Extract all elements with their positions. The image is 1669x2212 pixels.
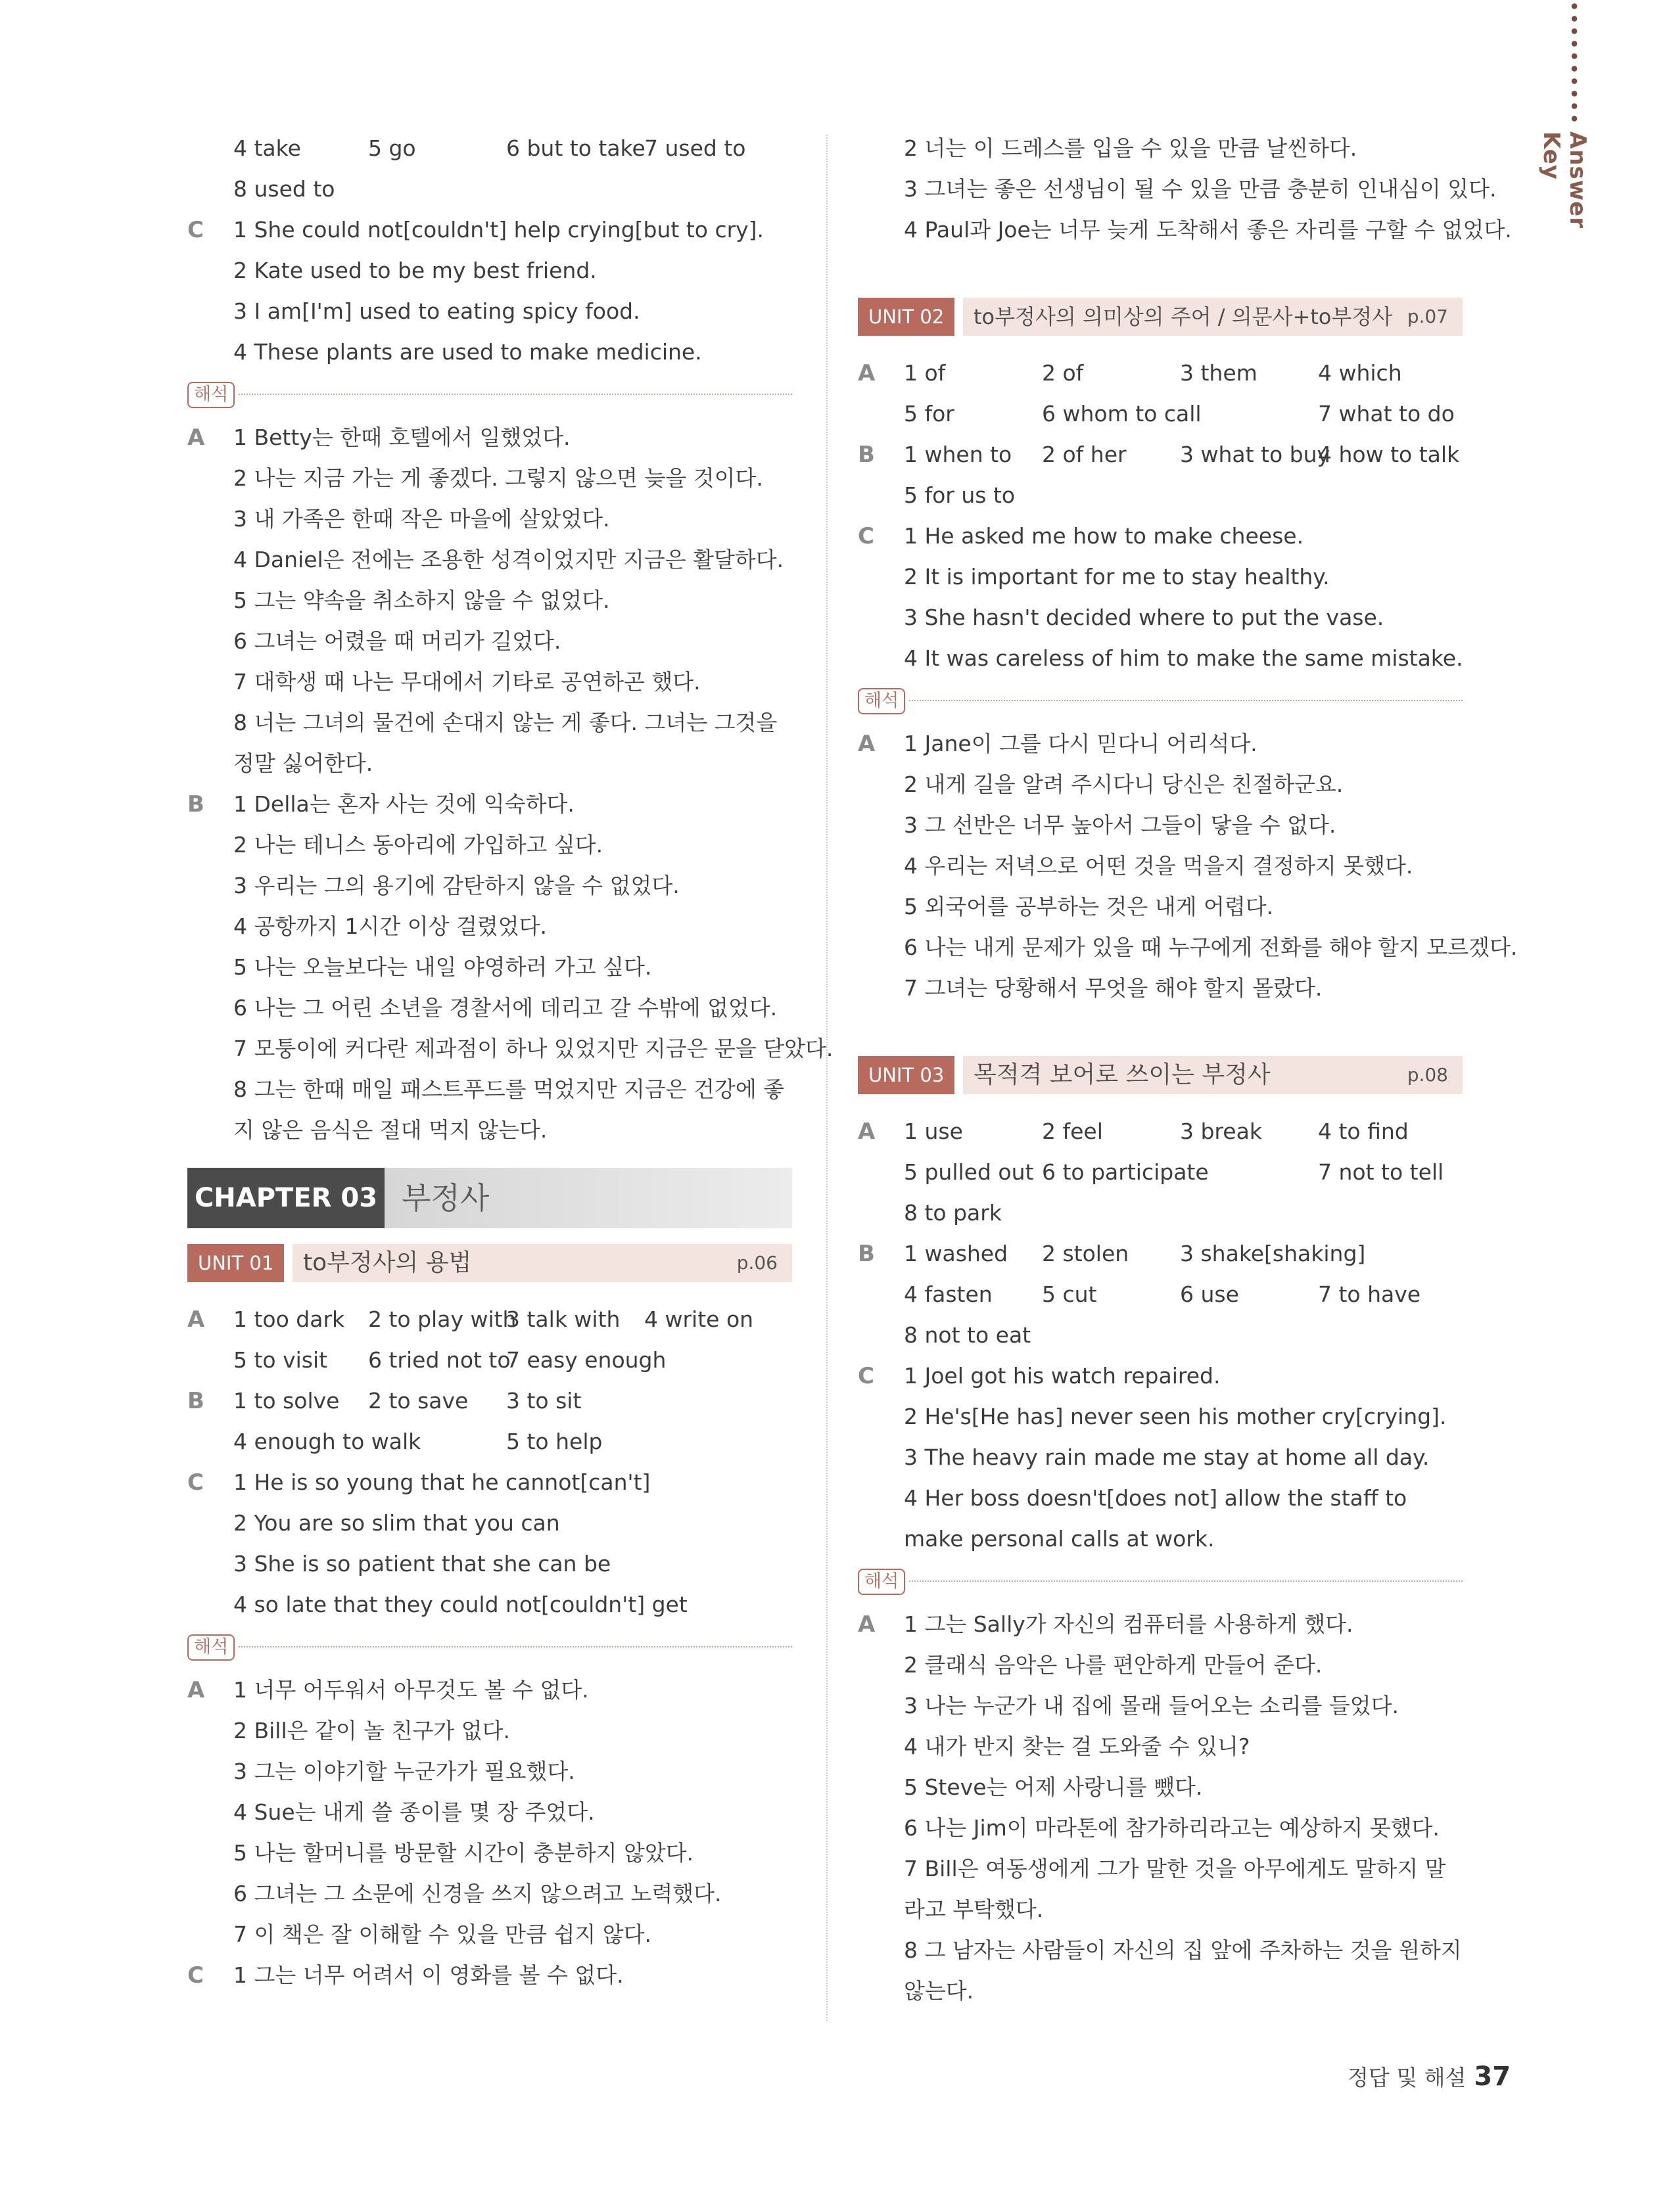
answer: 1 too dark [233,1306,345,1332]
translation: 5 외국어를 공부하는 것은 내게 어렵다. [904,894,1274,919]
section-letter: C [187,1962,204,1989]
answer: 1 He is so young that he cannot[can't] [233,1469,651,1495]
translation-row [187,1670,792,1711]
translation-row [858,128,1463,169]
translation-row [858,724,1463,764]
page-number: 37 [1474,2062,1511,2092]
answer-row [858,638,1463,679]
section-letter: A [858,731,876,757]
footer-label: 정답 및 해설 [1348,2065,1467,2090]
answer: 4 These plants are used to make medicine. [233,339,702,365]
translation-row [858,1686,1463,1726]
answer-row [187,169,792,210]
translation-row [187,417,792,458]
answer: 2 to save [368,1388,469,1414]
translation-row [858,887,1463,927]
answer-row [187,1544,792,1584]
answer-row [187,1584,792,1625]
translation: 1 그는 Sally가 자신의 컴퓨터를 사용하게 했다. [904,1611,1353,1637]
answer: 1 Joel got his watch repaired. [904,1363,1221,1389]
translation-row [187,540,792,580]
answer: 1 to solve [233,1388,340,1414]
translation: 3 우리는 그의 용기에 감탄하지 않을 수 없었다. [233,873,680,898]
answer: 6 tried not to [368,1347,511,1373]
translation: 6 그녀는 그 소문에 신경을 쓰지 않으려고 노력했다. [233,1881,722,1906]
answer: 7 easy enough [506,1347,667,1373]
translation: 3 그 선반은 너무 높아서 그들이 닿을 수 없다. [904,812,1336,838]
answer: 2 You are so slim that you can [233,1510,560,1536]
answer: 2 to play with [368,1306,517,1332]
translation-header [858,1563,1463,1600]
translation-row [187,703,792,784]
translation-row [858,1604,1463,1645]
answer-row [858,1356,1463,1396]
translation-row [187,1792,792,1833]
answer-row [187,332,792,373]
answer: 3 break [1180,1118,1262,1144]
unit-page: p.06 [736,1252,778,1274]
translation-row [858,1808,1463,1849]
translation-row [187,1955,792,1996]
translation-row [187,1833,792,1874]
translation-row [858,805,1463,846]
answer: 5 for [904,401,954,426]
translation: 8 그 남자는 사람들이 자신의 집 앞에 주차하는 것을 원하지 않는다. [904,1937,1462,2004]
translation-row [187,499,792,540]
unit-header [858,1055,1463,1097]
section-letter: A [858,1611,876,1638]
translation-row [858,968,1463,1009]
answer: 4 write on [644,1306,754,1332]
answer-row [858,1111,1463,1152]
translation-label: 해석 [858,1569,905,1595]
answer: 1 when to [904,442,1012,467]
answer: 3 The heavy rain made me stay at home all day. [904,1444,1430,1470]
section-letter: C [187,1469,204,1496]
translation: 7 Bill은 여동생에게 그가 말한 것을 아무에게도 말하지 말라고 부탁했다. [904,1856,1446,1922]
answer: 3 She hasn't decided where to put the vase. [904,605,1384,630]
translation: 6 그녀는 어렸을 때 머리가 길었다. [233,628,561,654]
dotted-rule [239,1646,792,1647]
translation-row [187,906,792,947]
translation-label: 해석 [187,382,235,408]
translation-row [187,1069,792,1151]
answer-row [187,1421,792,1462]
answer-row [187,291,792,332]
chapter-header [187,1168,792,1228]
answer-row [858,1315,1463,1356]
translation: 2 나는 지금 가는 게 좋겠다. 그렇지 않으면 늦을 것이다. [233,465,763,491]
section-letter: A [858,360,876,386]
answer: 4 so late that they could not[couldn't] get [233,1592,688,1617]
answer: 5 go [368,135,416,161]
answer: 2 feel [1042,1118,1103,1144]
left-column [187,128,834,1996]
answer-row [858,353,1463,394]
answer: 5 to visit [233,1347,328,1373]
answer: 2 He's[He has] never seen his mother cry[crying]. [904,1404,1447,1429]
answer: 3 what to buy [1180,442,1330,467]
answer: 8 to park [904,1200,1002,1226]
translation: 3 내 가족은 한때 작은 마을에 살았었다. [233,506,610,532]
answer-row [858,394,1463,434]
answer: 4 fasten [904,1281,993,1307]
section-letter: B [858,1241,875,1267]
translation-row [187,458,792,499]
answer: 3 shake[shaking] [1180,1241,1366,1266]
translation-row [187,621,792,662]
unit-title: to부정사의 용법 [293,1244,792,1282]
translation-row [187,580,792,621]
section-letter: C [187,217,204,243]
chapter-title: 부정사 [385,1168,792,1228]
dotted-rule [909,1580,1463,1582]
translation-row [187,784,792,825]
answer: 8 not to eat [904,1322,1031,1348]
column-divider [826,135,828,2021]
answer: 2 of her [1042,442,1127,467]
answer: 3 them [1180,360,1258,386]
answer: 5 for us to [904,482,1016,508]
answer: 8 used to [233,176,335,202]
answer: 5 cut [1042,1281,1097,1307]
answer: 3 talk with [506,1306,621,1332]
translation: 2 클래식 음악은 나를 편안하게 만들어 준다. [904,1652,1323,1678]
unit-badge: UNIT 02 [858,298,954,336]
translation: 6 나는 내게 문제가 있을 때 누구에게 전화를 해야 할지 모르겠다. [904,934,1518,960]
right-column [858,128,1518,2012]
translation: 7 모퉁이에 커다란 제과점이 하나 있었지만 지금은 문을 닫았다. [233,1036,834,1061]
answer-row [858,557,1463,597]
translation-row [858,1930,1463,2012]
translation: 3 나는 누군가 내 집에 몰래 들어오는 소리를 들었다. [904,1693,1399,1718]
section-letter: A [187,425,205,451]
answer-row [187,1381,792,1421]
translation-header [858,683,1463,720]
translation: 8 그는 한때 매일 패스트푸드를 먹었지만 지금은 건강에 좋지 않은 음식은 절대 먹지 않는다. [233,1076,785,1143]
unit-header [187,1243,792,1285]
answer-row [858,434,1463,475]
translation-label: 해석 [187,1634,235,1661]
answer: 7 to have [1318,1281,1421,1307]
translation: 2 내게 길을 알려 주시다니 당신은 친절하군요. [904,772,1344,797]
answer: 6 but to take [506,135,646,161]
translation-row [187,947,792,988]
answer: 2 of [1042,360,1084,386]
answer: 7 used to [644,135,746,161]
answer-row [858,597,1463,638]
translation: 7 대학생 때 나는 무대에서 기타로 공연하곤 했다. [233,669,701,695]
section-letter: C [858,1363,874,1389]
unit-title: to부정사의 의미상의 주어 / 의문사+to부정사 [963,298,1463,336]
translation-header [187,377,792,413]
section-letter: B [187,1388,204,1414]
dotted-rule [909,700,1463,701]
answer: 3 I am[I'm] used to eating spicy food. [233,298,640,324]
unit-badge: UNIT 01 [187,1244,284,1282]
answer: 1 of [904,360,946,386]
translation: 4 공항까지 1시간 이상 걸렸었다. [233,913,547,939]
translation: 4 우리는 저녁으로 어떤 것을 먹을지 결정하지 못했다. [904,853,1413,879]
answer: 6 to participate [1042,1159,1209,1185]
translation: 5 나는 오늘보다는 내일 야영하러 가고 싶다. [233,954,652,980]
answer: 6 whom to call [1042,401,1202,426]
translation-row [187,1028,834,1069]
translation-row [858,764,1463,805]
section-letter: B [187,791,204,818]
answer: 4 which [1318,360,1402,386]
translation: 1 Jane이 그를 다시 믿다니 어리석다. [904,731,1258,756]
answer-row [858,1478,1463,1559]
unit-title: 목적격 보어로 쓰이는 부정사 [963,1056,1463,1094]
translation-row [858,846,1463,887]
translation-row [858,1726,1463,1767]
translation: 6 나는 그 어린 소년을 경찰서에 데리고 갈 수밖에 없었다. [233,995,778,1021]
answer-row [858,1396,1463,1437]
unit-page: p.07 [1407,306,1448,327]
section-letter: B [858,442,875,468]
unit-header [858,296,1463,338]
answer: 2 It is important for me to stay healthy. [904,564,1330,589]
translation: 2 나는 테니스 동아리에 가입하고 싶다. [233,832,603,858]
answer-row [858,1193,1463,1233]
translation-row [858,1767,1463,1808]
translation: 1 Betty는 한때 호텔에서 일했었다. [233,425,571,450]
section-letter: A [187,1306,205,1333]
section-letter: A [187,1677,205,1703]
translation: 6 나는 Jim이 마라톤에 참가하리라고는 예상하지 못했다. [904,1815,1440,1841]
translation-row [187,825,792,865]
answer: 6 use [1180,1281,1239,1307]
answer: 3 to sit [506,1388,582,1414]
answer: 1 washed [904,1241,1008,1266]
dotted-rule [239,394,792,395]
answer: 7 what to do [1318,401,1455,426]
answer: 5 pulled out [904,1159,1034,1185]
section-letter: A [858,1118,876,1145]
translation-row [858,169,1497,210]
translation: 5 나는 할머니를 방문할 시간이 충분하지 않았다. [233,1840,694,1866]
unit-badge: UNIT 03 [858,1056,954,1094]
translation-row [858,1849,1463,1930]
translation-row [187,1751,792,1792]
translation: 4 내가 반지 찾는 걸 도와줄 수 있니? [904,1734,1250,1759]
answer-row [858,1274,1463,1315]
answer: 1 He asked me how to make cheese. [904,523,1304,549]
answer-row [858,475,1463,516]
answer: 4 It was careless of him to make the same mistake. [904,645,1463,671]
translation: 8 너는 그녀의 물건에 손대지 않는 게 좋다. 그녀는 그것을 정말 싫어한다. [233,710,778,776]
translation: 4 Daniel은 전에는 조용한 성격이었지만 지금은 활달하다. [233,547,784,572]
translation: 4 Sue는 내게 쓸 종이를 몇 장 주었다. [233,1799,595,1825]
translation: 3 그녀는 좋은 선생님이 될 수 있을 만큼 충분히 인내심이 있다. [904,176,1497,202]
translation: 5 그는 약속을 취소하지 않을 수 없었다. [233,588,610,613]
translation: 1 너무 어두워서 아무것도 볼 수 없다. [233,1677,589,1703]
answer-row [187,250,792,291]
translation-row [858,927,1518,968]
translation-row [187,1874,792,1914]
chapter-badge: CHAPTER 03 [187,1168,385,1228]
answer: 7 not to tell [1318,1159,1444,1185]
answer-row [858,516,1463,557]
translation: 1 그는 너무 어려서 이 영화를 볼 수 없다. [233,1962,624,1988]
translation-label: 해석 [858,688,905,714]
translation: 3 그는 이야기할 누군가가 필요했다. [233,1759,575,1784]
translation: 4 Paul과 Joe는 너무 늦게 도착해서 좋은 자리를 구할 수 없었다. [904,217,1512,242]
section-letter: C [858,523,874,549]
answer-row [187,1503,792,1544]
answer-row [858,1152,1463,1193]
answer: 4 take [233,135,301,161]
translation-row [187,662,792,703]
translation-row [187,1914,792,1955]
answer-row [187,210,792,250]
answer: 4 to find [1318,1118,1409,1144]
page-footer [1348,2061,1511,2092]
translation: 1 Della는 혼자 사는 것에 익숙하다. [233,791,575,817]
translation: 5 Steve는 어제 사랑니를 뺐다. [904,1774,1203,1800]
translation-row [187,988,792,1028]
answer: 5 to help [506,1429,603,1454]
answer-row [187,1299,792,1340]
side-dots [1571,0,1578,125]
answer: 4 Her boss doesn't[does not] allow the staff to make personal calls at work. [904,1485,1407,1552]
answer: 4 how to talk [1318,442,1460,467]
answer: 3 She is so patient that she can be [233,1551,611,1577]
translation: 2 Bill은 같이 놀 친구가 없다. [233,1718,510,1743]
translation-row [187,865,792,906]
answer-row [858,1233,1463,1274]
answer: 4 enough to walk [233,1429,421,1454]
answer: 1 She could not[couldn't] help crying[but to cry]. [233,217,764,242]
translation: 7 이 책은 잘 이해할 수 있을 만큼 쉽지 않다. [233,1922,651,1947]
answer-row [858,1437,1463,1478]
unit-page: p.08 [1407,1064,1448,1086]
answer: 2 Kate used to be my best friend. [233,258,597,283]
translation-row [187,1711,792,1751]
answer: 1 use [904,1118,963,1144]
answer-row [187,1462,792,1503]
translation-row [858,210,1512,250]
translation-row [858,1645,1463,1686]
side-tab: Answer Key [1538,131,1591,229]
answer-row [187,1340,792,1381]
translation-header [187,1629,792,1666]
translation: 2 너는 이 드레스를 입을 수 있을 만큼 날씬하다. [904,135,1357,161]
answer: 2 stolen [1042,1241,1129,1266]
answer-row [187,128,792,169]
translation: 7 그녀는 당황해서 무엇을 해야 할지 몰랐다. [904,975,1323,1001]
